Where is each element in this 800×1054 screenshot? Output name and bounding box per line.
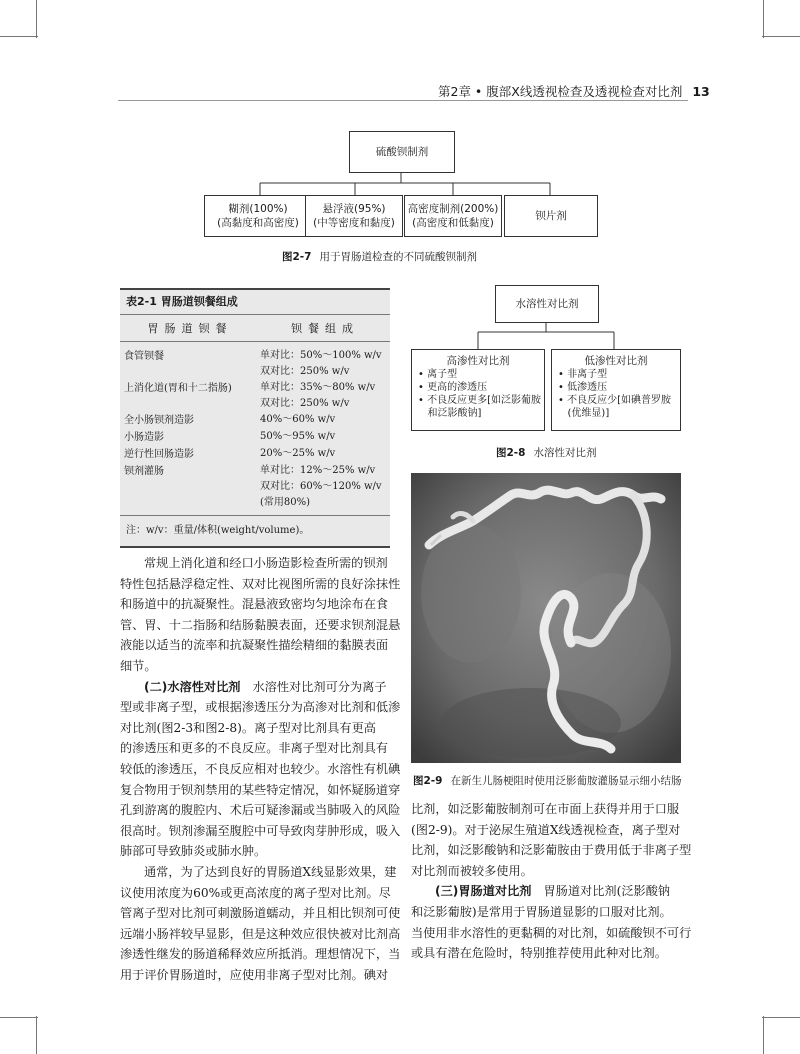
fig28-left-box [411, 349, 545, 431]
text-line: 比剂，如泛影葡胺制剂可在市面上获得并用于口服 [411, 802, 680, 816]
text-line: 比剂，如泛影酸钠和泛影葡胺由于费用低于非离子型 [411, 843, 692, 858]
header-title: 第2章 • 腹部X线透视检查及透视检查对比剂 [438, 84, 683, 99]
fig27-root-box [349, 131, 455, 173]
table-row [120, 380, 390, 412]
crop-mark [36, 1016, 37, 1054]
text-line: 细节。 [120, 658, 157, 673]
radiograph-image [411, 473, 681, 763]
text-line: 水溶性对比剂可分为离子 [252, 679, 387, 694]
table-cell-exam: 小肠造影 [124, 432, 164, 443]
table-cell-line: 40%～60% w/v [260, 414, 336, 425]
text-line: 很高时。钡剂渗漏至腹腔中可导致肉芽肿形成，吸入 [120, 823, 401, 838]
table-body [120, 342, 390, 516]
table-row [120, 446, 390, 463]
right-column-text [411, 799, 692, 964]
text-line: 渗透性继发的肠道稀释效应所抵消。理想情况下，当 [120, 947, 401, 962]
table-row [120, 463, 390, 511]
fig28-left-list [412, 368, 544, 420]
text-line: 用于评价胃肠道时，应使用非离子型对比剂。碘对 [120, 967, 389, 982]
fig27-child-label: 糊剂(100%) [228, 203, 288, 215]
table-row [120, 429, 390, 446]
page-number: 13 [692, 84, 710, 99]
text-line: 型或非离子型，或根据渗透压分为高渗对比剂和低渗 [120, 700, 401, 715]
list-item: (优维显)] [558, 408, 610, 419]
table-cell-composition [260, 463, 386, 511]
paragraph [411, 902, 692, 964]
fig28-caption-text: 水溶性对比剂 [533, 447, 597, 459]
text-line: 和泛影葡胺)是常用于胃肠道显影的口服对比剂。 [411, 904, 672, 919]
fig29-caption [413, 773, 681, 788]
fig27-caption [282, 249, 477, 264]
list-item: • 非离子型 [558, 369, 608, 380]
table-note: 注：w/v：重量/体积(weight/volume)。 [120, 516, 390, 548]
fig28-right-box [551, 349, 681, 431]
fig27-child-label: 高密度制剂(200%) [407, 203, 499, 215]
text-line: 胃肠道对比剂(泛影酸钠 [543, 884, 671, 899]
table-cell-exam: 钡剂灌肠 [124, 466, 164, 477]
paragraph [120, 697, 401, 862]
table-row [120, 412, 390, 429]
fig28-connectors [0, 280, 800, 360]
text-line: 管、胃、十二指肠和结肠黏膜表面，还要求钡剂混悬 [120, 617, 401, 632]
fig27-child-box [204, 195, 312, 237]
crop-mark [763, 1016, 764, 1054]
left-column-text [120, 553, 401, 985]
text-line: 当使用非水溶性的更黏稠的对比剂，如硫酸钡不可行 [411, 925, 692, 940]
table-cell-composition [260, 380, 386, 412]
fig27-child-sublabel: (高黏度和高密度) [217, 217, 299, 229]
table-cell-line: 单对比：50%～100% w/v [260, 350, 382, 361]
text-line: 议使用浓度为60%或更高浓度的离子型对比剂。尽 [120, 885, 391, 900]
table-cell-exam: 食管钡餐 [124, 351, 164, 362]
text-line: (图2-9)。对于泌尿生殖道X线透视检查，离子型对 [411, 822, 681, 837]
fig28-right-title: 低渗性对比剂 [584, 355, 648, 367]
list-item: 和泛影酸钠] [418, 408, 482, 419]
fig27-child-sublabel: (高密度和低黏度) [412, 217, 494, 229]
table-header-col2: 钡餐组成 [291, 322, 359, 335]
crop-mark [762, 1017, 800, 1018]
text-line: 对比剂(图2-3和图2-8)。离子型对比剂具有更高 [120, 720, 376, 735]
table-cell-line: 单对比：35%～80% w/v [260, 382, 376, 393]
list-item: • 离子型 [418, 369, 458, 380]
table-cell-composition [260, 429, 386, 446]
section-heading: (三)胃肠道对比剂 [435, 884, 532, 899]
text-line: 通常，为了达到良好的胃肠道X线显影效果，建 [144, 864, 397, 879]
section-heading: (二)水溶性对比剂 [144, 679, 241, 694]
list-item: • 低渗透压 [558, 382, 608, 393]
fig28-left-title: 高渗性对比剂 [446, 355, 510, 367]
text-line: 液能以适当的流率和抗凝聚性描绘精细的黏膜表面 [120, 638, 389, 653]
table-cell-line: 双对比：60%～120% w/v [260, 481, 382, 492]
text-line: 常规上消化道和经口小肠造影检查所需的钡剂 [144, 556, 388, 570]
list-item: • 更高的渗透压 [418, 382, 488, 393]
fig27-child-label: 悬浮液(95%) [322, 203, 386, 215]
fig27-child-label: 钡片剂 [535, 210, 567, 222]
text-line: 管离子型对比剂可刺激肠道蠕动，并且相比钡剂可使 [120, 906, 401, 921]
text-line: 孔到游离的腹腔内、术后可疑渗漏或当肺吸入的风险 [120, 803, 401, 818]
table-cell-line: 单对比：12%～25% w/v [260, 465, 376, 476]
table-title: 表2-1 胃肠道钡餐组成 [120, 288, 390, 315]
text-line: 远端小肠袢较早显影，但是这种效应很快被对比剂高 [120, 926, 401, 941]
fig27-caption-text: 用于胃肠道检查的不同硫酸钡制剂 [319, 251, 477, 263]
table-cell-exam: 逆行性回肠造影 [124, 449, 194, 460]
fig27-child-box [404, 195, 502, 237]
table-cell-composition [260, 446, 386, 463]
table-cell-line: 20%～25% w/v [260, 448, 336, 459]
fig27-child-sublabel: (中等密度和黏度) [313, 217, 395, 229]
text-line: 复合物用于钡剂禁用的某些特定情况，如怀疑肠道穿 [120, 782, 401, 797]
fig28-right-list [552, 368, 680, 420]
table-cell-line: 双对比：250% w/v [260, 366, 350, 377]
fig29-caption-text: 在新生儿肠梗阻时使用泛影葡胺灌肠显示细小结肠 [450, 775, 682, 787]
fig29-caption-label: 图2-9 [413, 775, 443, 787]
fig27-child-box [305, 195, 403, 237]
section-3-paragraph [411, 881, 683, 902]
text-line: 肺部可导致肺炎或肺水肿。 [120, 844, 267, 859]
fig27-root-label: 硫酸钡制剂 [375, 146, 429, 158]
paragraph [120, 862, 401, 986]
text-line: 对比剂而被较多使用。 [411, 863, 533, 878]
table-header-col1: 胃肠道钡餐 [147, 322, 233, 335]
fig28-caption [496, 445, 596, 460]
text-line: 或具有潜在危险时，特别推荐使用此种对比剂。 [411, 946, 667, 961]
table-cell-composition [260, 412, 386, 429]
fig27-caption-label: 图2-7 [282, 251, 312, 263]
text-line: 特性包括悬浮稳定性、双对比视图所需的良好涂抹性 [120, 576, 401, 591]
list-item: • 不良反应更多[如泛影葡胺 [418, 395, 541, 406]
table-cell-exam: 上消化道(胃和十二指肠) [124, 383, 232, 394]
table-cell-line: (常用80%) [260, 497, 311, 508]
fig28-root-box [495, 285, 599, 323]
table-cell-exam: 全小肠钡剂造影 [124, 415, 194, 426]
fig27-child-box [504, 195, 598, 237]
section-2-paragraph [120, 677, 390, 698]
table-cell-line: 50%～95% w/v [260, 431, 336, 442]
text-line: 的渗透压和更多的不良反应。非离子型对比剂具有 [120, 741, 389, 756]
table-cell-line: 双对比：250% w/v [260, 398, 350, 409]
crop-mark [0, 1017, 38, 1018]
paragraph [120, 553, 401, 677]
text-line: 较低的渗透压，不良反应相对也较少。水溶性有机碘 [120, 761, 401, 776]
fig28-root-label: 水溶性对比剂 [515, 298, 579, 310]
fig28-caption-label: 图2-8 [496, 447, 526, 459]
list-item: • 不良反应少[如碘普罗胺 [558, 395, 671, 406]
paragraph [411, 799, 692, 881]
text-line: 和肠道中的抗凝聚性。混悬液致密均匀地涂布在食 [120, 597, 389, 612]
radiograph-drawing [411, 473, 681, 763]
